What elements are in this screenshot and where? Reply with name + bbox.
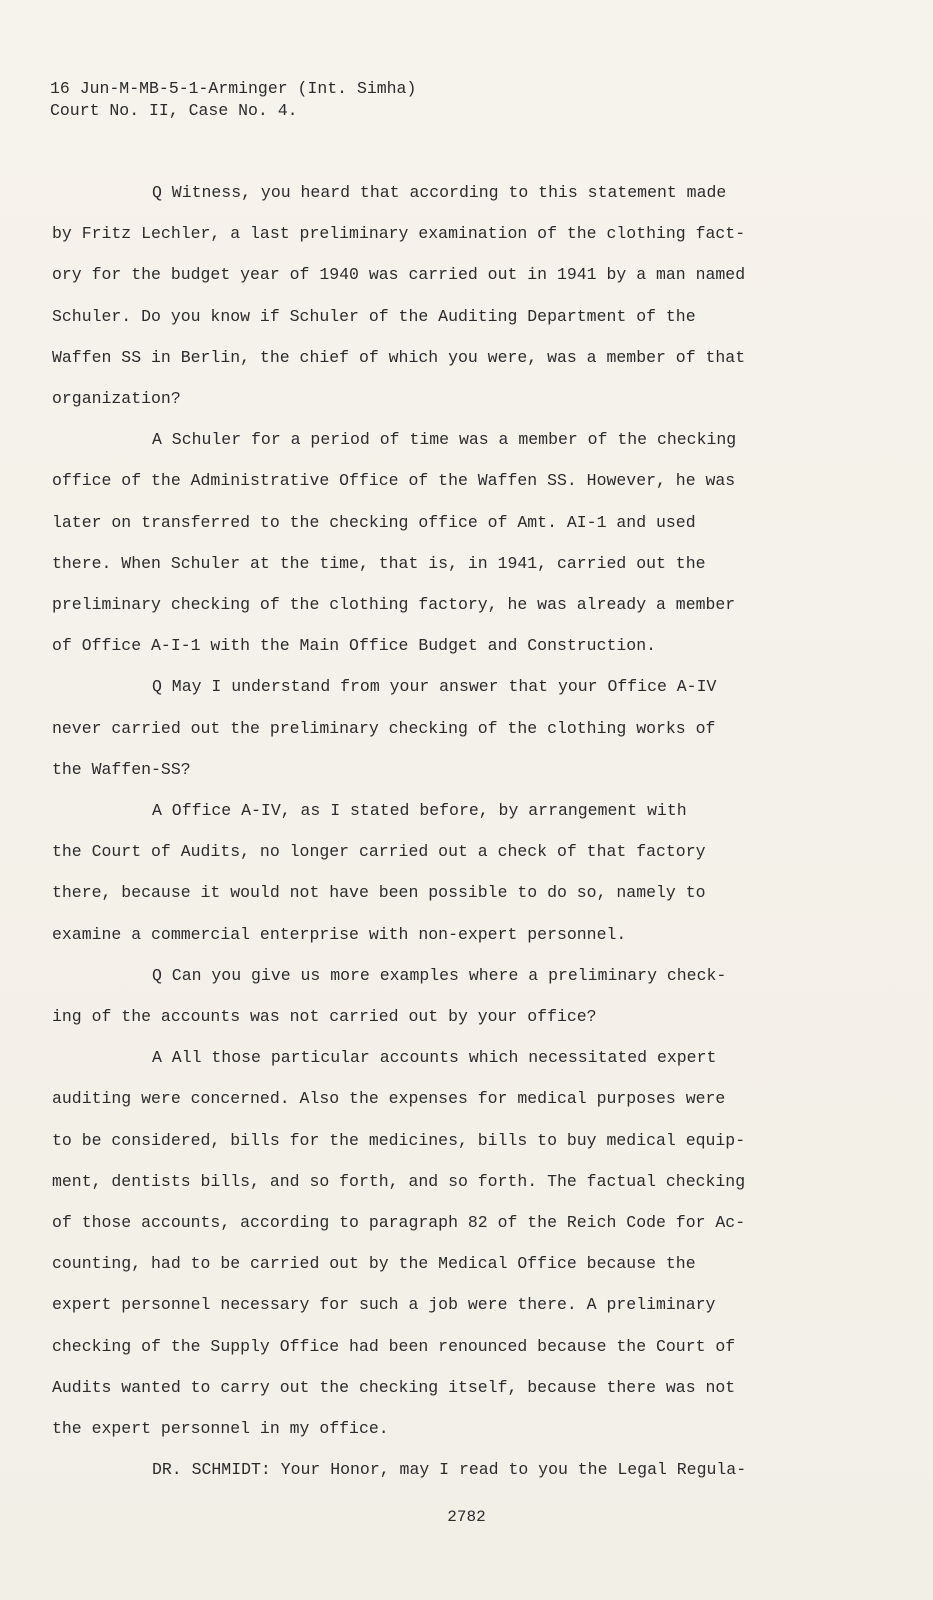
paragraph-dr-schmidt xyxy=(52,1449,882,1490)
text-line: Q May I understand from your answer that your Office A-IV xyxy=(152,677,717,697)
text-line: ment, dentists bills, and so forth, and so forth. The factual checking xyxy=(52,1171,746,1191)
text-line: examine a commercial enterprise with non-expert personnel. xyxy=(52,924,627,944)
text-line: office of the Administrative Office of the Waffen SS. However, he was xyxy=(52,471,736,491)
page-number: 2782 xyxy=(447,1508,486,1526)
text-line: Schuler. Do you know if Schuler of the Auditing Department of the xyxy=(52,306,696,326)
header-line-2: Court No. II, Case No. 4. xyxy=(50,101,298,120)
text-line: there. When Schuler at the time, that is, in 1941, carried out the xyxy=(52,553,706,573)
text-line: later on transferred to the checking office of Amt. AI-1 and used xyxy=(52,512,696,532)
paragraph-question-2 xyxy=(52,666,882,790)
text-line: Waffen SS in Berlin, the chief of which you were, was a member of that xyxy=(52,347,746,367)
text-line: A Office A-IV, as I stated before, by arrangement with xyxy=(152,801,687,821)
text-line: preliminary checking of the clothing factory, he was already a member xyxy=(52,595,736,615)
paragraph-answer-2 xyxy=(52,790,882,955)
text-line: to be considered, bills for the medicines, bills to buy medical equip- xyxy=(52,1130,746,1150)
paragraph-answer-1 xyxy=(52,419,882,666)
text-line: DR. SCHMIDT: Your Honor, may I read to you the Legal Regula- xyxy=(152,1460,747,1480)
paragraph-answer-3 xyxy=(52,1037,882,1449)
text-line: auditing were concerned. Also the expenses for medical purposes were xyxy=(52,1089,726,1109)
text-line: there, because it would not have been possible to do so, namely to xyxy=(52,883,706,903)
text-line: of Office A-I-1 with the Main Office Budget and Construction. xyxy=(52,636,656,656)
text-line: Q Witness, you heard that according to this statement made xyxy=(152,183,727,202)
text-line: Audits wanted to carry out the checking itself, because there was not xyxy=(52,1377,736,1397)
text-line: the Court of Audits, no longer carried out a check of that factory xyxy=(52,842,706,862)
text-line: A All those particular accounts which necessitated expert xyxy=(152,1048,717,1068)
document-header xyxy=(50,78,416,122)
text-line: expert personnel necessary for such a job were there. A preliminary xyxy=(52,1295,716,1315)
text-line: checking of the Supply Office had been renounced because the Court of xyxy=(52,1336,736,1356)
text-line: Q Can you give us more examples where a preliminary check- xyxy=(152,965,727,985)
text-line: never carried out the preliminary checking of the clothing works of xyxy=(52,718,716,738)
text-line: A Schuler for a period of time was a member of the checking xyxy=(152,430,737,450)
paragraph-question-1 xyxy=(52,172,882,419)
text-line: ing of the accounts was not carried out by your office? xyxy=(52,1007,597,1027)
text-line: the Waffen-SS? xyxy=(52,759,191,779)
text-line: counting, had to be carried out by the Medical Office because the xyxy=(52,1254,696,1274)
header-line-1: 16 Jun-M-MB-5-1-Arminger (Int. Simha) xyxy=(50,79,417,98)
text-line: by Fritz Lechler, a last preliminary examination of the clothing fact- xyxy=(52,224,746,244)
text-line: ory for the budget year of 1940 was carried out in 1941 by a man named xyxy=(52,265,746,285)
text-line: the expert personnel in my office. xyxy=(52,1419,389,1439)
transcript-body xyxy=(52,172,882,1491)
paragraph-question-3 xyxy=(52,955,882,1037)
text-line: organization? xyxy=(52,389,181,409)
text-line: of those accounts, according to paragraph 82 of the Reich Code for Ac- xyxy=(52,1213,746,1233)
